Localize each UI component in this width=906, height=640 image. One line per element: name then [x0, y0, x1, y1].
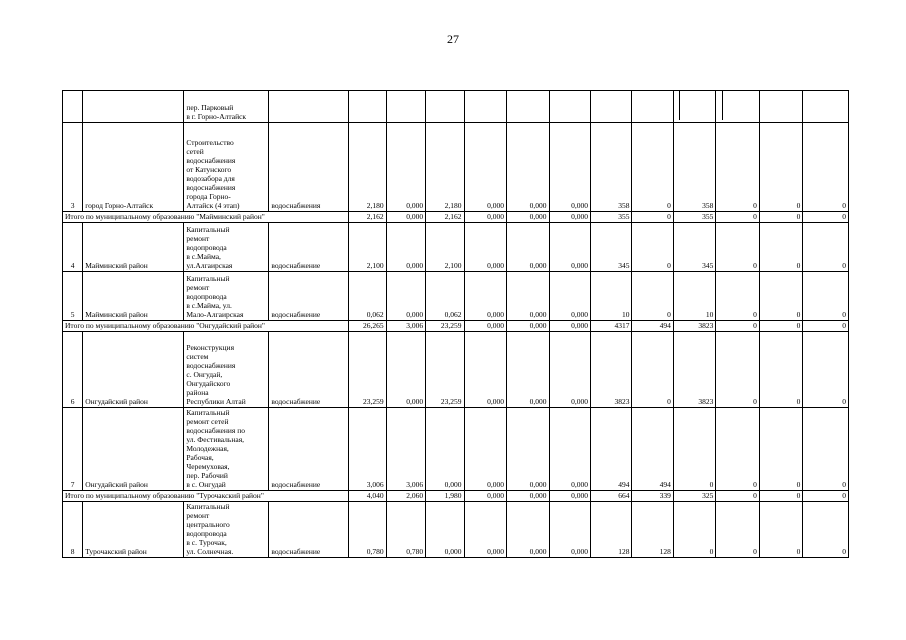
district-cell: город Горно-Алтайск — [83, 123, 184, 212]
value-cell: 494 — [590, 408, 631, 491]
value-cell: 0 — [759, 223, 802, 272]
service-type: водоснабжение — [269, 223, 349, 272]
project-description: Капитальный ремонт сетей водоснабжения по ул. Фестивальная, Молодежная, Рабочая, Черемуховая, пер. Рабочий в с. Онгудай — [184, 408, 269, 491]
value-cell: 664 — [590, 491, 631, 502]
table-row — [63, 272, 849, 321]
value-cell: 0,000 — [386, 212, 425, 223]
value-cell: 0 — [716, 321, 759, 332]
value-cell: 0,000 — [464, 321, 506, 332]
project-description: Капитальный ремонт центрального водопровода в с. Турочак, ул. Солнечная. — [184, 502, 269, 558]
subtotal-row — [63, 321, 849, 332]
value-cell: 3,006 — [349, 408, 386, 491]
service-type: водоснабжения — [269, 123, 349, 212]
value-cell: 2,100 — [349, 223, 386, 272]
value-cell: 0 — [759, 123, 802, 212]
project-description: пер. Парковый в г. Горно-Алтайск — [184, 91, 269, 123]
value-cell: 0,000 — [549, 272, 590, 321]
table-row — [63, 332, 849, 408]
value-cell: 0 — [803, 491, 849, 502]
value-cell: 0,000 — [386, 123, 425, 212]
value-cell: 0 — [716, 123, 759, 212]
value-cell: 0,000 — [386, 332, 425, 408]
value-cell: 0,000 — [426, 408, 464, 491]
value-cell: 0 — [759, 332, 802, 408]
value-cell: 3823 — [590, 332, 631, 408]
value-cell: 2,100 — [426, 223, 464, 272]
table-body — [63, 91, 849, 558]
subtotal-label: Итого по муниципальному образованию "Онгудайский район" — [63, 321, 349, 332]
value-cell — [464, 91, 506, 123]
value-cell: 0 — [803, 223, 849, 272]
row-number: 3 — [63, 123, 83, 212]
service-type: водоснабжение — [269, 502, 349, 558]
value-cell — [632, 91, 673, 123]
value-cell: 0 — [716, 272, 759, 321]
value-cell: 10 — [590, 272, 631, 321]
value-cell: 0 — [803, 332, 849, 408]
value-cell: 3823 — [673, 321, 715, 332]
value-cell: 3,006 — [386, 321, 425, 332]
value-cell: 128 — [590, 502, 631, 558]
value-cell: 0,000 — [386, 272, 425, 321]
district-cell: Майминский район — [83, 272, 184, 321]
value-cell: 358 — [590, 123, 631, 212]
value-cell: 0 — [803, 502, 849, 558]
project-description: Реконструкция систем водоснабжения с. Онгудай, Онгудайского района Республики Алтай — [184, 332, 269, 408]
value-cell: 0 — [716, 332, 759, 408]
row-number: 4 — [63, 223, 83, 272]
value-cell: 0 — [803, 321, 849, 332]
district-cell: Майминский район — [83, 223, 184, 272]
value-cell: 0,062 — [349, 272, 386, 321]
value-cell — [426, 91, 464, 123]
table-row — [63, 223, 849, 272]
value-cell: 0 — [632, 332, 673, 408]
value-cell: 3,006 — [386, 408, 425, 491]
value-cell: 0 — [632, 223, 673, 272]
value-cell: 4,040 — [349, 491, 386, 502]
value-cell: 0 — [716, 223, 759, 272]
value-cell: 345 — [590, 223, 631, 272]
cell-frame — [679, 90, 723, 120]
value-cell: 0,000 — [464, 123, 506, 212]
value-cell: 0,000 — [464, 212, 506, 223]
value-cell: 23,259 — [349, 332, 386, 408]
value-cell: 2,162 — [426, 212, 464, 223]
value-cell: 0 — [803, 272, 849, 321]
value-cell: 0,000 — [549, 223, 590, 272]
value-cell: 0,000 — [549, 408, 590, 491]
page-number: 27 — [447, 32, 459, 46]
service-type: водоснабжение — [269, 272, 349, 321]
district-cell: Онгудайский район — [83, 408, 184, 491]
value-cell: 0,062 — [426, 272, 464, 321]
table-row — [63, 408, 849, 491]
value-cell — [803, 91, 849, 123]
district-cell — [83, 91, 184, 123]
value-cell: 0,000 — [507, 123, 549, 212]
value-cell: 23,259 — [426, 332, 464, 408]
value-cell: 0,000 — [464, 408, 506, 491]
value-cell: 0 — [803, 408, 849, 491]
service-type: водоснабжение — [269, 332, 349, 408]
value-cell — [386, 91, 425, 123]
service-type: водоснабжение — [269, 408, 349, 491]
value-cell: 494 — [632, 408, 673, 491]
table-row — [63, 91, 849, 123]
value-cell: 0,780 — [349, 502, 386, 558]
value-cell: 0,780 — [386, 502, 425, 558]
table-row — [63, 123, 849, 212]
value-cell: 325 — [673, 491, 715, 502]
value-cell: 0 — [632, 123, 673, 212]
value-cell: 2,162 — [349, 212, 386, 223]
value-cell: 4317 — [590, 321, 631, 332]
row-number — [63, 91, 83, 123]
value-cell: 0,000 — [549, 123, 590, 212]
value-cell: 128 — [632, 502, 673, 558]
value-cell: 2,180 — [426, 123, 464, 212]
value-cell: 0,000 — [507, 212, 549, 223]
value-cell: 0 — [759, 212, 802, 223]
value-cell: 0,000 — [549, 491, 590, 502]
district-cell: Онгудайский район — [83, 332, 184, 408]
value-cell: 0,000 — [386, 223, 425, 272]
value-cell: 0 — [803, 212, 849, 223]
row-number: 8 — [63, 502, 83, 558]
value-cell: 355 — [590, 212, 631, 223]
subtotal-label: Итого по муниципальному образованию "Турочакский район" — [63, 491, 349, 502]
value-cell: 26,265 — [349, 321, 386, 332]
row-number: 7 — [63, 408, 83, 491]
value-cell: 10 — [673, 272, 715, 321]
value-cell: 0 — [759, 408, 802, 491]
investment-table — [62, 90, 849, 558]
value-cell: 1,980 — [426, 491, 464, 502]
value-cell: 0 — [803, 123, 849, 212]
value-cell: 0,000 — [426, 502, 464, 558]
value-cell: 358 — [673, 123, 715, 212]
value-cell: 0,000 — [464, 502, 506, 558]
row-number: 6 — [63, 332, 83, 408]
value-cell: 0 — [716, 502, 759, 558]
table-row — [63, 502, 849, 558]
value-cell — [349, 91, 386, 123]
value-cell: 2,180 — [349, 123, 386, 212]
value-cell: 0,000 — [549, 212, 590, 223]
value-cell: 3823 — [673, 332, 715, 408]
project-description: Капитальный ремонт водопровода в с.Майма, ул.Алгаирская — [184, 223, 269, 272]
district-cell: Турочакский район — [83, 502, 184, 558]
value-cell: 0 — [759, 491, 802, 502]
value-cell: 0 — [759, 272, 802, 321]
value-cell: 23,259 — [426, 321, 464, 332]
value-cell: 0 — [716, 212, 759, 223]
value-cell — [759, 91, 802, 123]
value-cell: 0,000 — [507, 502, 549, 558]
value-cell: 0,000 — [464, 272, 506, 321]
service-type — [269, 91, 349, 123]
value-cell: 355 — [673, 212, 715, 223]
value-cell: 494 — [632, 321, 673, 332]
value-cell: 0 — [716, 408, 759, 491]
value-cell: 0,000 — [549, 332, 590, 408]
subtotal-row — [63, 491, 849, 502]
row-number: 5 — [63, 272, 83, 321]
value-cell: 345 — [673, 223, 715, 272]
value-cell: 0 — [716, 491, 759, 502]
value-cell: 0,000 — [507, 272, 549, 321]
value-cell — [549, 91, 590, 123]
value-cell: 0,000 — [507, 223, 549, 272]
value-cell: 0,000 — [549, 321, 590, 332]
project-description: Капитальный ремонт водопровода в с.Майма, ул. Мало-Алгаирская — [184, 272, 269, 321]
value-cell: 0,000 — [507, 332, 549, 408]
value-cell: 339 — [632, 491, 673, 502]
value-cell: 2,060 — [386, 491, 425, 502]
subtotal-row — [63, 212, 849, 223]
value-cell: 0 — [759, 321, 802, 332]
value-cell: 0,000 — [507, 321, 549, 332]
value-cell: 0 — [673, 502, 715, 558]
value-cell: 0,000 — [507, 491, 549, 502]
value-cell — [590, 91, 631, 123]
value-cell: 0,000 — [549, 502, 590, 558]
project-description: Строительство сетей водоснабжения от Катунского водозабора для водоснабжения города Горно- Алтайск (4 этап) — [184, 123, 269, 212]
value-cell: 0,000 — [464, 223, 506, 272]
value-cell: 0 — [632, 212, 673, 223]
value-cell: 0,000 — [464, 491, 506, 502]
value-cell — [507, 91, 549, 123]
value-cell: 0 — [632, 272, 673, 321]
subtotal-label: Итого по муниципальному образованию "Майминский район" — [63, 212, 349, 223]
value-cell: 0 — [673, 408, 715, 491]
value-cell: 0,000 — [464, 332, 506, 408]
value-cell: 0 — [759, 502, 802, 558]
value-cell: 0,000 — [507, 408, 549, 491]
